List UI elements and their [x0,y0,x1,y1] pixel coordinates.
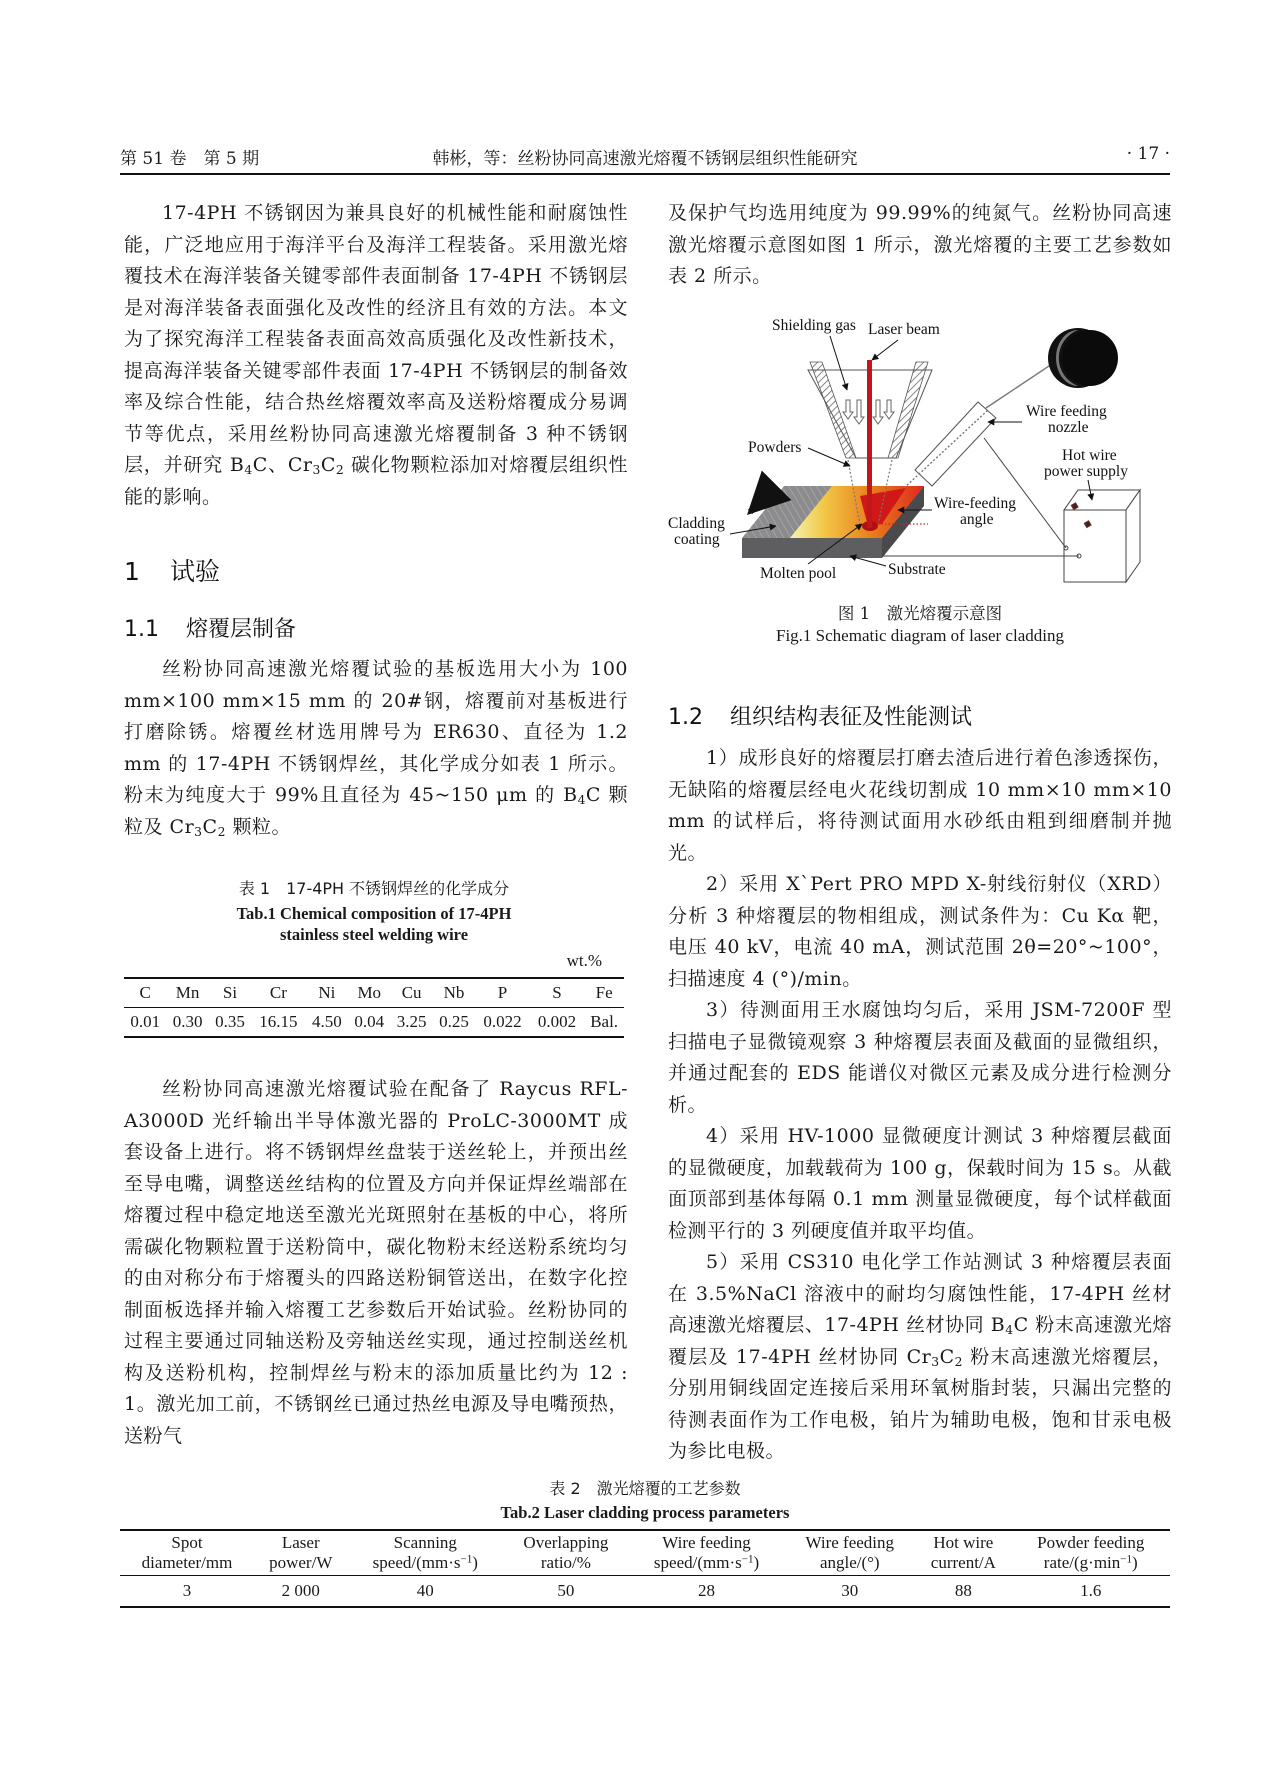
subscript: 4 [577,793,586,808]
body-text: C 颗粒及 Cr [124,784,628,838]
label-molten-pool: Molten pool [760,565,837,582]
intro-text: 17-4PH 不锈钢因为兼具良好的机械性能和耐腐蚀性能，广泛地应用于海洋平台及海洋工程装备。采用激光熔覆技术在海洋装备关键零部件表面制备 17-4PH 不锈钢层是对海洋装备表面强化及改性的经济且有效的方法。本文为了探究海洋工程装备表面高效高质强化及改性新技术，提高海洋装备关键零部件表面 17-4PH 不锈钢层的制备效率及综合性能，结合热丝熔覆效率高及送粉熔覆成分易调节等优点，采用丝粉协同高速激光熔覆制备 3 种不锈钢层，并研究 B [124,202,628,476]
table-header-row [120,1530,1170,1576]
table-cell: 4.50 [311,1012,342,1031]
subscript: 4 [1005,1323,1014,1338]
body-text: 颗粒。 [225,815,291,838]
table-cell: Bal. [590,1012,619,1031]
table-cell: 0.35 [215,1012,245,1031]
section-number: 1 [124,557,140,586]
table-cell: 0.30 [172,1012,203,1031]
table-2-caption-en: Tab.2 Laser cladding process parameters [500,1503,790,1522]
figure-1-caption-cn: 图 1 激光熔覆示意图 [837,604,1003,623]
running-title: 韩彬，等：丝粉协同高速激光熔覆不锈钢层组织性能研究 [432,149,858,169]
section-title: 试验 [170,557,221,586]
power-supply-box [1064,490,1140,582]
body-text: C [202,815,218,838]
table-header-cell: Hot wire current/A [930,1533,996,1572]
table-row [120,1576,1170,1608]
table-header-cell: Mn [175,983,200,1002]
table-row [124,1008,624,1038]
table-header-cell: Si [222,983,238,1002]
table-header-cell: Spot diameter/mm [141,1533,233,1572]
table-header-cell: S [552,983,562,1002]
section-number: 1.2 [668,705,703,730]
table-1-caption-en: Tab.1 Chemical composition of 17-4PH [236,904,512,923]
body-text: C 粉末高速激光熔覆层及 17-4PH 丝材协同 Cr [668,1314,1172,1368]
list-item: 2）采用 X`Pert PRO MPD X-射线衍射仪（XRD）分析 3 种熔覆层的物相组成，测试条件为：Cu Kα 靶，电压 40 kV，电流 40 mA，测试范围 2θ=20°~100°，扫描速度 4 (°)/min。 [668,873,1172,990]
subscript: 4 [244,463,253,478]
table-cell: 40 [416,1581,434,1600]
table-cell: 0.01 [130,1012,161,1031]
subscript: 2 [954,1354,963,1369]
table-cell: 0.04 [354,1012,385,1031]
list-item [668,1247,1172,1468]
body-text: 粉末高速激光熔覆层，分别用铜线固定连接后采用环氧树脂封装，只漏出完整的待测表面作为工作电极，铂片为辅助电极，饱和甘汞电极为参比电极。 [668,1345,1172,1462]
table-header-cell: Wire feeding speed/$(mm\cdot s^{-1})$ [653,1533,760,1572]
label-wire-feeding-nozzle: Wire feeding [1026,403,1107,420]
table-cell: 28 [698,1581,716,1600]
power-wire-nozzle [984,438,1066,548]
table-cell: 0.002 [537,1012,577,1031]
subscript: 3 [312,463,321,478]
body-text: 丝粉协同高速激光熔覆试验在配备了 Raycus RFL-A3000D 光纤输出半导体激光器的 ProLC-3000MT 成套设备上进行。将不锈钢焊丝盘装于送丝轮上，并预出丝至导电嘴，调整送丝结构的位置及方向并保证焊丝端部在熔覆过程中稳定地送至激光光斑照射在基板的中心，将所需碳化物颗粒置于送粉筒中，碳化物粉末经送粉系统均匀的由对称分布于熔覆头的四路送粉铜管送出，在数字化控制面板选择并输入熔覆工艺参数后开始试验。丝粉协同的过程主要通过同轴送粉及旁轴送丝实现，通过控制送丝机构及送粉机构，控制焊丝与粉末的添加质量比约为 12 : 1。激光加工前，不锈钢丝已通过热丝电源及导电嘴预热，送粉气 [124,1078,628,1447]
plate-front [742,538,882,558]
methods-list [668,743,1172,1468]
table-header-cell: Cu [401,983,422,1002]
label-cladding-coating: Cladding [668,515,725,532]
powder-tube-right [888,362,928,458]
figure-1-caption-en: Fig.1 Schematic diagram of laser cladding [776,626,1064,645]
table-header-cell: Scanning speed/$(mm\cdot s^{-1})$ [372,1533,478,1572]
label-shielding-gas: Shielding gas [772,317,856,334]
table-1-caption-cn: 表 1 17-4PH 不锈钢焊丝的化学成分 [238,879,510,898]
table-header-cell: Ni [318,983,336,1002]
body-text: 5）采用 CS310 电化学工作站测试 3 种熔覆层表面在 3.5%NaCl 溶液中的耐均匀腐蚀性能，17-4PH 丝材高速激光熔覆层、17-4PH 丝材协同 B [668,1251,1172,1336]
table-cell: 2 000 [281,1581,320,1600]
section-1-heading [124,552,220,588]
table-2-block [120,1476,1170,1608]
preparation-paragraph [124,654,628,843]
table-cell: 3.25 [396,1012,427,1031]
table-header-cell: Overlapping ratio/% [523,1533,609,1572]
table-2 [120,1529,1170,1608]
label-hot-wire: Hot wire [1062,447,1117,464]
table-header-row [124,978,624,1008]
wire-spool-icon [1048,328,1118,388]
table-1-unit: wt.% [566,951,602,970]
table-cell: 88 [954,1581,972,1600]
running-header [120,140,1170,176]
volume-issue: 第 51 卷 第 5 期 [120,149,260,169]
table-1-caption-en-2: stainless steel welding wire [279,925,469,944]
subscript: 3 [931,1354,940,1369]
label-wire-feeding-angle-2: angle [960,511,994,528]
label-hot-wire-2: power supply [1044,463,1128,480]
intro-paragraph [124,198,628,513]
list-item: 3）待测面用王水腐蚀均匀后，采用 JSM-7200F 型扫描电子显微镜观察 3 种熔覆层表面及截面的显微组织，并通过配套的 EDS 能谱仪对微区元素及成分进行检测分析。 [668,999,1172,1116]
intro-text: 碳化物颗粒添加对熔覆层组织性能的影响。 [124,454,628,508]
table-cell: 16.15 [259,1012,298,1031]
list-item: 1）成形良好的熔覆层打磨去渣后进行着色渗透探伤，无缺陷的熔覆层经电火花线切割成 10 mm×10 mm×10 mm 的试样后，将待测试面用水砂纸由粗到细磨制并抛光。 [668,747,1172,864]
subscript: 2 [335,463,345,478]
label-powders: Powders [748,439,802,456]
table-header-cell: Cr [269,983,287,1002]
label-wire-feeding-angle: Wire-feeding [934,495,1016,512]
intro-text: C [320,454,336,476]
equipment-paragraph [124,1074,628,1452]
table-header-cell: Nb [443,983,465,1002]
table-header-cell: Powder feeding rate/$(g\cdot\min^{-1})$ [1037,1533,1145,1572]
table-cell: 0.022 [483,1012,522,1031]
table-1 [124,977,624,1038]
label-laser-beam: Laser beam [868,321,940,338]
table-header-cell: Fe [595,983,613,1002]
body-text: C [939,1345,955,1368]
body-text: 及保护气均选用纯度为 99.99%的纯氮气。丝粉协同高速激光熔覆示意图如图 1 所示，激光熔覆的主要工艺参数如表 2 所示。 [668,202,1172,287]
table-header-cell: P [497,983,508,1002]
table-header-cell: Mo [357,983,382,1002]
label-cladding-coating-2: coating [674,531,720,548]
section-1-1-heading [124,612,296,643]
header-rule [120,173,1170,175]
section-1-2-heading [668,700,972,731]
table-header-cell: C [139,983,151,1002]
table-cell: 3 [182,1581,192,1600]
table-cell: 50 [557,1581,575,1600]
section-title: 组织结构表征及性能测试 [730,705,973,730]
laser-beam [867,360,872,528]
label-substrate: Substrate [888,561,946,578]
substrate-plate [742,486,924,558]
section-number: 1.1 [124,617,159,642]
wire-feeding-nozzle [904,356,1064,488]
subscript: 3 [194,824,203,839]
page-number: · 17 · [1126,144,1170,164]
intro-text: C、Cr [252,454,313,476]
figure-1-caption [660,600,1180,646]
table-1-block [124,876,624,1038]
table-cell: 0.25 [439,1012,469,1031]
subscript: 2 [217,824,226,839]
travel-direction-arrow [750,498,764,512]
table-header-cell: Wire feeding angle/(°) [805,1533,895,1572]
table-cell: 1.6 [1080,1581,1102,1600]
figure-1-laser-cladding-diagram [660,300,1180,600]
table-cell: 30 [841,1581,859,1600]
label-wire-feeding-nozzle-2: nozzle [1048,419,1089,436]
body-text: 丝粉协同高速激光熔覆试验的基板选用大小为 100 mm×100 mm×15 mm 的 20#钢，熔覆前对基板进行打磨除锈。熔覆丝材选用牌号为 ER630、直径为 1.2 mm 的 17-4PH 不锈钢焊丝，其化学成分如表 1 所示。粉末为纯度大于 99%且直径为 45~150 μm 的 B [124,658,628,806]
table-2-caption-cn: 表 2 激光熔覆的工艺参数 [549,1479,741,1498]
list-item: 4）采用 HV-1000 显微硬度计测试 3 种熔覆层截面的显微硬度，加载载荷为 100 g，保载时间为 15 s。从截面顶部到基体每隔 0.1 mm 测量显微硬度，每个试样截面检测平行的 3 列硬度值并取平均值。 [668,1125,1172,1242]
section-title: 熔覆层制备 [186,617,297,642]
table-header-cell: Laser power/W [269,1533,333,1572]
continuation-paragraph [668,198,1172,293]
